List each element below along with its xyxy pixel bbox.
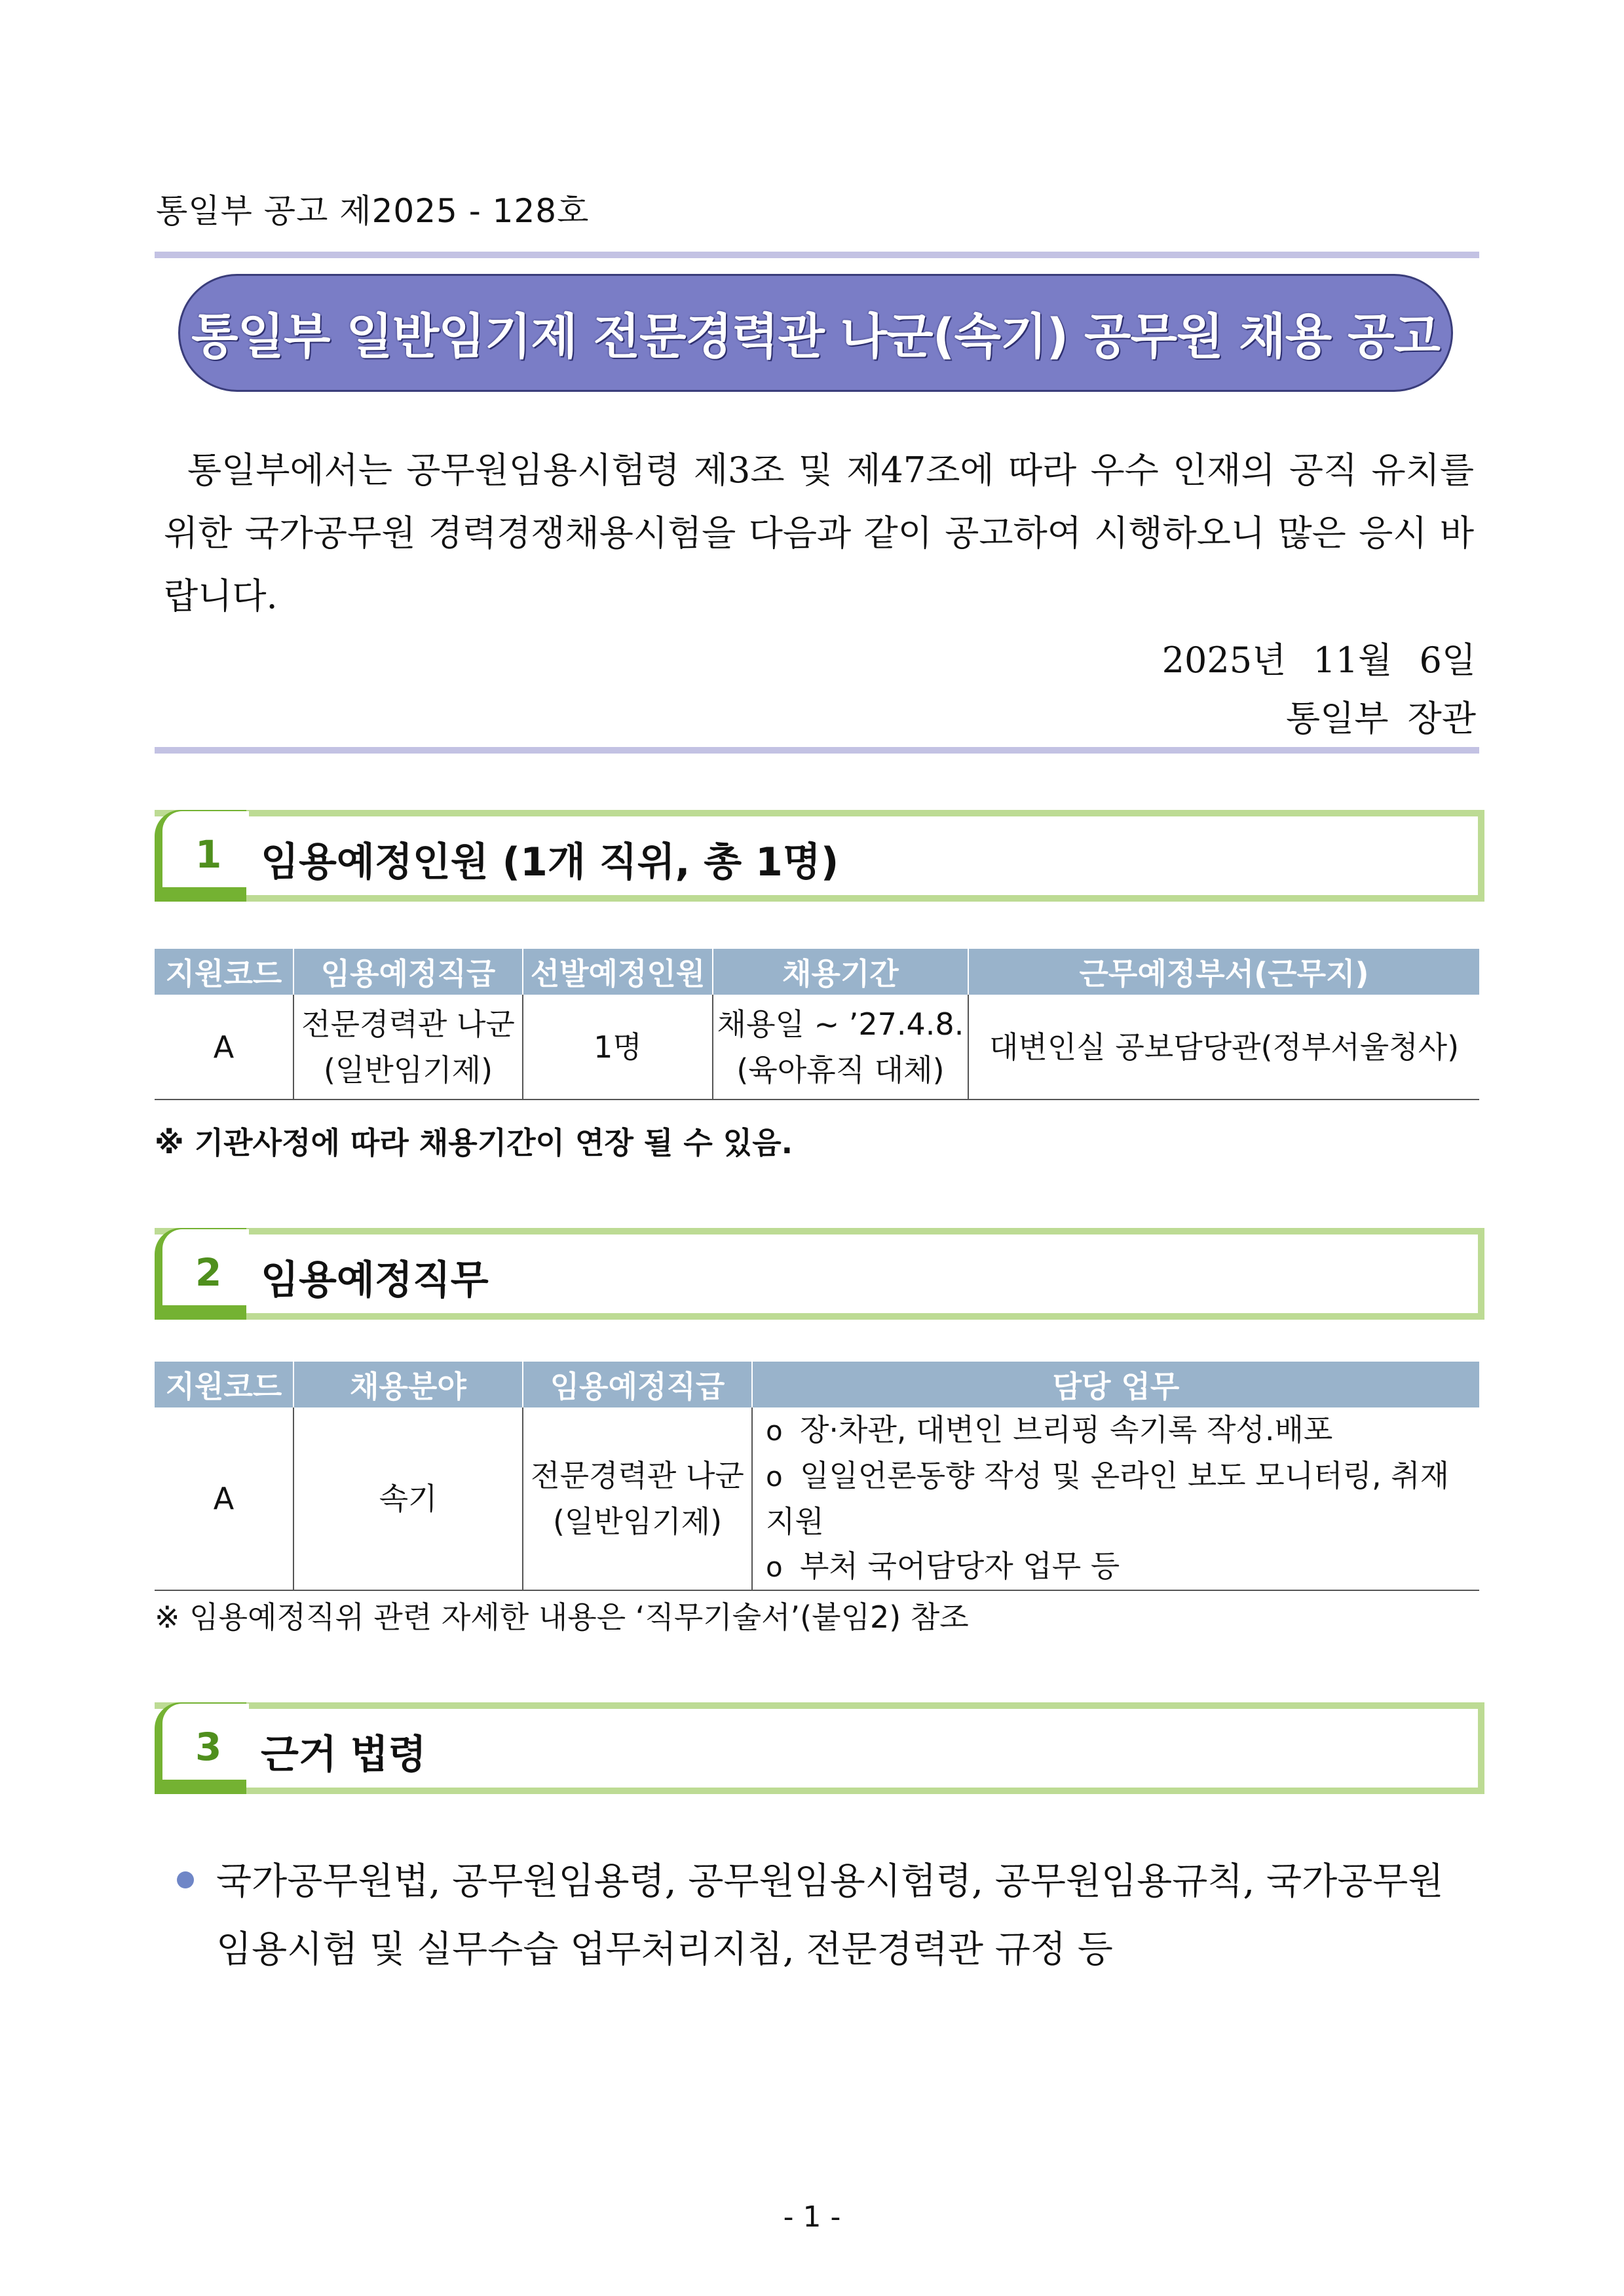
section-title: 임용예정인원 (1개 직위, 총 1명) xyxy=(261,839,839,885)
column-header: 지원코드 xyxy=(155,949,293,995)
grade-line: 전문경력관 나군 xyxy=(301,1006,515,1042)
section-3-header xyxy=(155,1702,1484,1794)
cell-period xyxy=(713,995,968,1100)
notice-number: 통일부 공고 제2025 - 128호 xyxy=(156,192,590,230)
column-header: 담당 업무 xyxy=(752,1362,1479,1407)
period-line: (육아휴직 대체) xyxy=(736,1052,945,1088)
table-row xyxy=(155,995,1479,1100)
duty-table xyxy=(155,1362,1479,1591)
list-item: o 부처 국어담당자 업무 등 xyxy=(766,1544,1479,1590)
cell-count: 1명 xyxy=(523,995,713,1100)
section-number: 1 xyxy=(195,832,222,877)
notice-date: 2025년 11월 6일 xyxy=(1161,640,1476,681)
notice-signer: 통일부 장관 xyxy=(1286,698,1476,739)
cell-grade xyxy=(293,995,523,1100)
bullet-icon xyxy=(177,1871,194,1888)
column-header: 임용예정직급 xyxy=(293,949,523,995)
grade-line: 전문경력관 나군 xyxy=(531,1458,744,1493)
intro-divider xyxy=(155,747,1479,754)
cell-grade xyxy=(523,1407,752,1590)
staffing-table xyxy=(155,949,1479,1100)
section-2-header xyxy=(155,1228,1484,1320)
page-title: 통일부 일반임기제 전문경력관 나군(속기) 공무원 채용 공고 xyxy=(178,274,1453,392)
cell-code: A xyxy=(155,995,293,1100)
grade-line: (일반임기제) xyxy=(552,1504,723,1539)
duty-list xyxy=(753,1407,1479,1590)
column-header: 임용예정직급 xyxy=(523,1362,752,1407)
intro-paragraph: 통일부에서는 공무원임용시험령 제3조 및 제47조에 따라 우수 인재의 공직 유치를 위한 국가공무원 경력경쟁채용시험을 다음과 같이 공고하여 시행하오니 많은 응시 바랍니다. xyxy=(164,450,1474,617)
section-number: 2 xyxy=(195,1250,222,1295)
section-title: 임용예정직무 xyxy=(261,1257,489,1303)
table-header-row xyxy=(155,1362,1479,1407)
top-divider xyxy=(155,252,1479,258)
section-2-note: ※ 임용예정직위 관련 자세한 내용은 ‘직무기술서’(붙임2) 참조 xyxy=(155,1599,969,1635)
legal-basis xyxy=(177,1848,1481,1984)
cell-code: A xyxy=(155,1407,293,1590)
column-header: 지원코드 xyxy=(155,1362,293,1407)
cell-department: 대변인실 공보담당관(정부서울청사) xyxy=(968,995,1479,1100)
legal-basis-text: 국가공무원법, 공무원임용령, 공무원임용시험령, 공무원임용규칙, 국가공무원 임용시험 및 실무수습 업무처리지침, 전문경력관 규정 등 xyxy=(216,1860,1444,1971)
column-header: 선발예정인원 xyxy=(523,949,713,995)
column-header: 채용기간 xyxy=(713,949,968,995)
section-1-header xyxy=(155,810,1484,902)
cell-field: 속기 xyxy=(293,1407,523,1590)
cell-duties xyxy=(752,1407,1479,1590)
section-number: 3 xyxy=(195,1725,222,1769)
column-header: 채용분야 xyxy=(293,1362,523,1407)
period-line: 채용일 ~ ’27.4.8. xyxy=(717,1006,964,1042)
grade-line: (일반임기제) xyxy=(323,1052,493,1088)
column-header: 근무예정부서(근무지) xyxy=(968,949,1479,995)
list-item: o 일일언론동향 작성 및 온라인 보도 모니터링, 취재 지원 xyxy=(766,1453,1479,1544)
table-row xyxy=(155,1407,1479,1590)
section-title: 근거 법령 xyxy=(261,1732,426,1778)
list-item: o 장·차관, 대변인 브리핑 속기록 작성.배포 xyxy=(766,1407,1479,1453)
section-1-note: ※ 기관사정에 따라 채용기간이 연장 될 수 있음. xyxy=(155,1125,793,1160)
table-header-row xyxy=(155,949,1479,995)
page-number: - 1 - xyxy=(783,2200,841,2234)
